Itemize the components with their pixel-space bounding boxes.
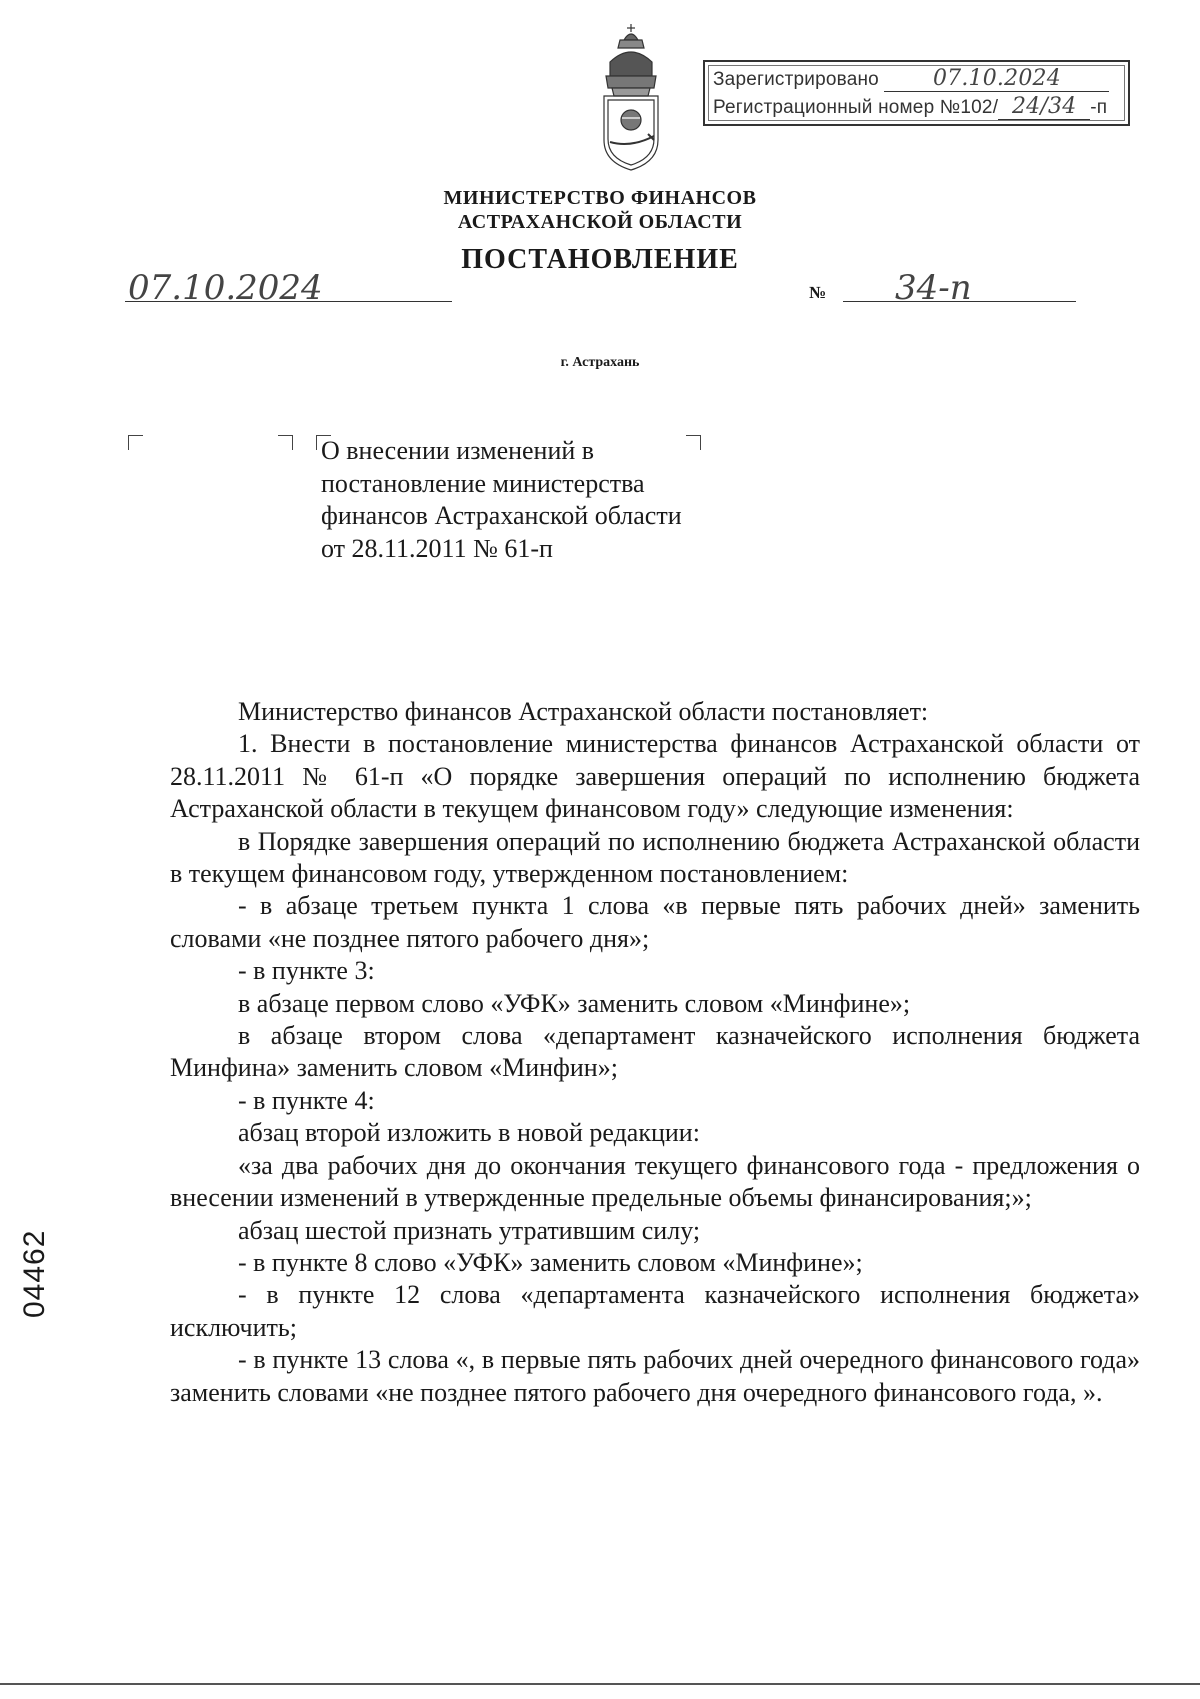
body-paragraph: 1. Внести в постановление министерства финансов Астраханской области от 28.11.2011 № 61-п «О порядке завершения операций по исполнению бюджета Астраханской области в текущем финансовом году» следующие изменения: <box>170 729 1140 824</box>
subject-line: О внесении изменений в <box>321 436 595 465</box>
registered-label: Зарегистрировано <box>713 69 879 90</box>
reg-number-value: 24/34 <box>998 94 1090 120</box>
body-paragraph: - в пункте 8 слово «УФК» заменить словом «Минфине»; <box>238 1247 863 1277</box>
reg-number-label: Регистрационный номер №102/ <box>713 97 999 118</box>
body-paragraph: Министерство финансов Астраханской области постановляет: <box>238 697 929 726</box>
body-paragraph: в Порядке завершения операций по исполнению бюджета Астраханской области в текущем финансовом году, утвержденном постановлением: <box>170 826 1140 889</box>
registration-stamp <box>703 60 1130 126</box>
body-paragraph: «за два рабочих дня до окончания текущего финансового года - предложения о внесении изменений в утвержденные предельные объемы финансирования;»; <box>170 1150 1140 1213</box>
document-date: 07.10.2024 <box>128 268 323 308</box>
body-paragraph: - в пункте 12 слова «департамента казначейского исполнения бюджета» исключить; <box>170 1280 1140 1342</box>
registration-date-line <box>713 66 1109 92</box>
coat-of-arms-icon <box>596 22 666 172</box>
ministry-name-line2: АСТРАХАНСКОЙ ОБЛАСТИ <box>457 211 743 233</box>
body-paragraph: абзац шестой признать утратившим силу; <box>238 1215 701 1245</box>
ministry-name-line1: МИНИСТЕРСТВО ФИНАНСОВ <box>443 187 757 209</box>
body-paragraph: - в абзаце третьем пункта 1 слова «в первые пять рабочих дней» заменить словами «не позднее пятого рабочего дня»; <box>170 891 1140 953</box>
body-paragraph: в абзаце втором слова «департамент казначейского исполнения бюджета Минфина» заменить словом «Минфин»; <box>170 1021 1140 1083</box>
body-paragraph: - в пункте 4: <box>238 1085 375 1115</box>
document-body <box>170 696 1140 1409</box>
city: г. Астрахань <box>560 355 640 370</box>
number-label: № <box>809 283 827 302</box>
number-underline <box>843 301 1076 302</box>
reg-number-suffix: -п <box>1090 97 1108 118</box>
registration-number-line <box>713 94 1107 120</box>
document-subject <box>321 435 741 565</box>
corner-mark <box>278 435 293 450</box>
body-paragraph: абзац второй изложить в новой редакции: <box>238 1118 700 1148</box>
side-serial-number: 04462 <box>18 1229 51 1318</box>
date-underline <box>125 301 452 302</box>
document-type: ПОСТАНОВЛЕНИЕ <box>461 244 739 275</box>
document-number: 34-п <box>895 268 972 308</box>
subject-line: от 28.11.2011 № 61-п <box>321 533 553 563</box>
body-paragraph: в абзаце первом слово «УФК» заменить словом «Минфине»; <box>238 988 911 1018</box>
subject-line: постановление министерства <box>321 468 645 498</box>
subject-line: финансов Астраханской области <box>321 501 682 530</box>
bottom-rule <box>0 1683 1200 1685</box>
body-paragraph: - в пункте 13 слова «, в первые пять рабочих дней очередного финансового года» заменить словами «не позднее пятого рабочего дня очередного финансового года, ». <box>170 1345 1140 1407</box>
corner-mark <box>128 435 143 450</box>
registered-date: 07.10.2024 <box>884 66 1109 92</box>
body-paragraph: - в пункте 3: <box>238 956 375 986</box>
